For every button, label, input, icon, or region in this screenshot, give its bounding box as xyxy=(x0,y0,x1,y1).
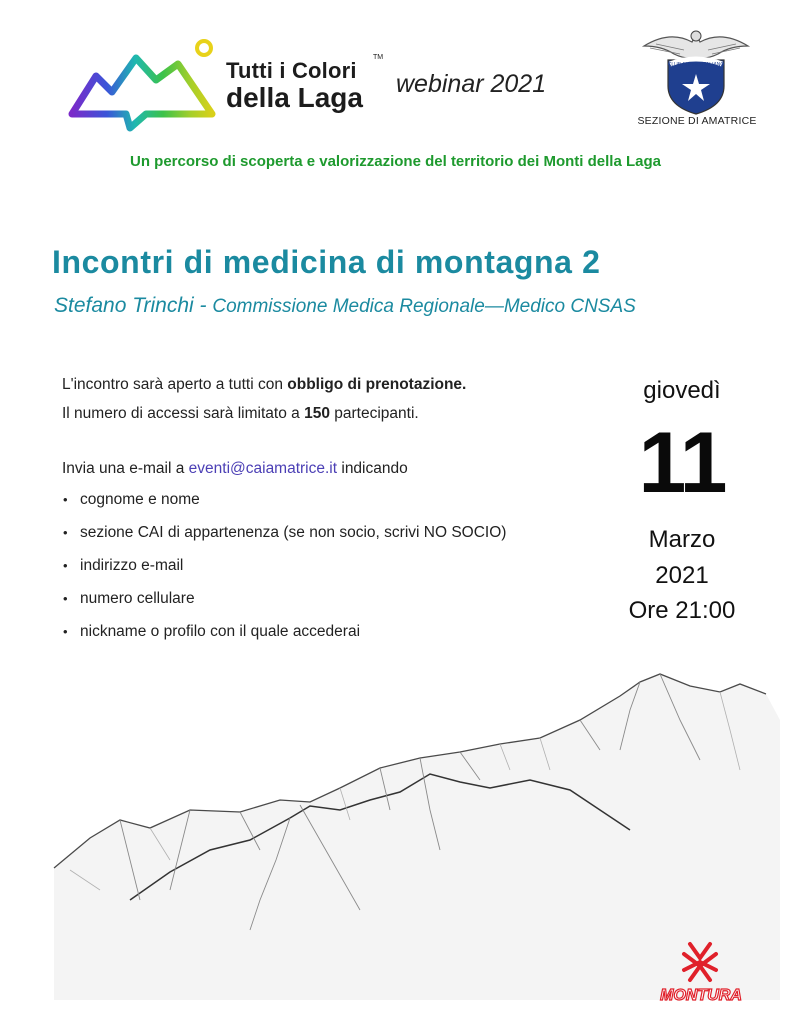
cai-section-label: SEZIONE DI AMATRICE xyxy=(637,115,757,127)
tutti-i-colori-logo-text xyxy=(226,54,384,113)
list-item: • nickname o profilo con il quale accederai xyxy=(62,622,506,655)
limit-line xyxy=(62,405,419,423)
limit-line-post: partecipanti. xyxy=(329,405,419,422)
list-item: • sezione CAI di appartenenza (se non socio, scrivi NO SOCIO) xyxy=(62,523,506,556)
montura-star-icon xyxy=(684,944,716,980)
list-item: • cognome e nome xyxy=(62,490,506,523)
requirements-list xyxy=(62,490,506,655)
event-title: Incontri di medicina di montagna 2 xyxy=(52,244,601,280)
access-line xyxy=(62,376,466,394)
participants-count: 150 xyxy=(304,405,330,422)
email-link[interactable]: eventi@caiamatrice.it xyxy=(188,460,338,477)
webinar-year-label: webinar 2021 xyxy=(396,70,547,98)
invite-line xyxy=(62,460,408,478)
list-item: • numero cellulare xyxy=(62,589,506,622)
montura-logo xyxy=(646,940,756,1006)
list-item: • indirizzo e-mail xyxy=(62,556,506,589)
brand-line-2: della Laga xyxy=(226,82,363,113)
invite-post: indicando xyxy=(337,460,408,477)
year: 2021 xyxy=(655,562,709,589)
invite-pre: Invia una e-mail a xyxy=(62,460,189,477)
cai-emblem-text: CLUB ALPINO ITALIANO xyxy=(667,62,725,68)
day-name: giovedì xyxy=(643,377,721,404)
speaker-line xyxy=(54,294,636,318)
brand-line-1: Tutti i Colori xyxy=(226,58,357,83)
event-time: Ore 21:00 xyxy=(628,597,736,624)
brand-trademark: TM xyxy=(373,54,384,61)
speaker-separator: - xyxy=(193,294,213,317)
montura-wordmark: MONTURA xyxy=(660,987,742,1004)
speaker-name: Stefano Trinchi xyxy=(54,294,194,317)
tagline: Un percorso di scoperta e valorizzazione del territorio dei Monti della Laga xyxy=(130,153,661,170)
speaker-role: Commissione Medica Regionale—Medico CNSAS xyxy=(212,296,636,317)
limit-line-pre: Il numero di accessi sarà limitato a xyxy=(62,405,305,422)
booking-required-text: obbligo di prenotazione. xyxy=(287,376,467,393)
access-line-text: L'incontro sarà aperto a tutti con xyxy=(62,376,288,393)
tutti-i-colori-logo-mark-icon xyxy=(66,36,216,132)
month: Marzo xyxy=(648,526,716,553)
day-number: 11 xyxy=(638,415,726,511)
cai-eagle-emblem-icon xyxy=(640,24,752,116)
